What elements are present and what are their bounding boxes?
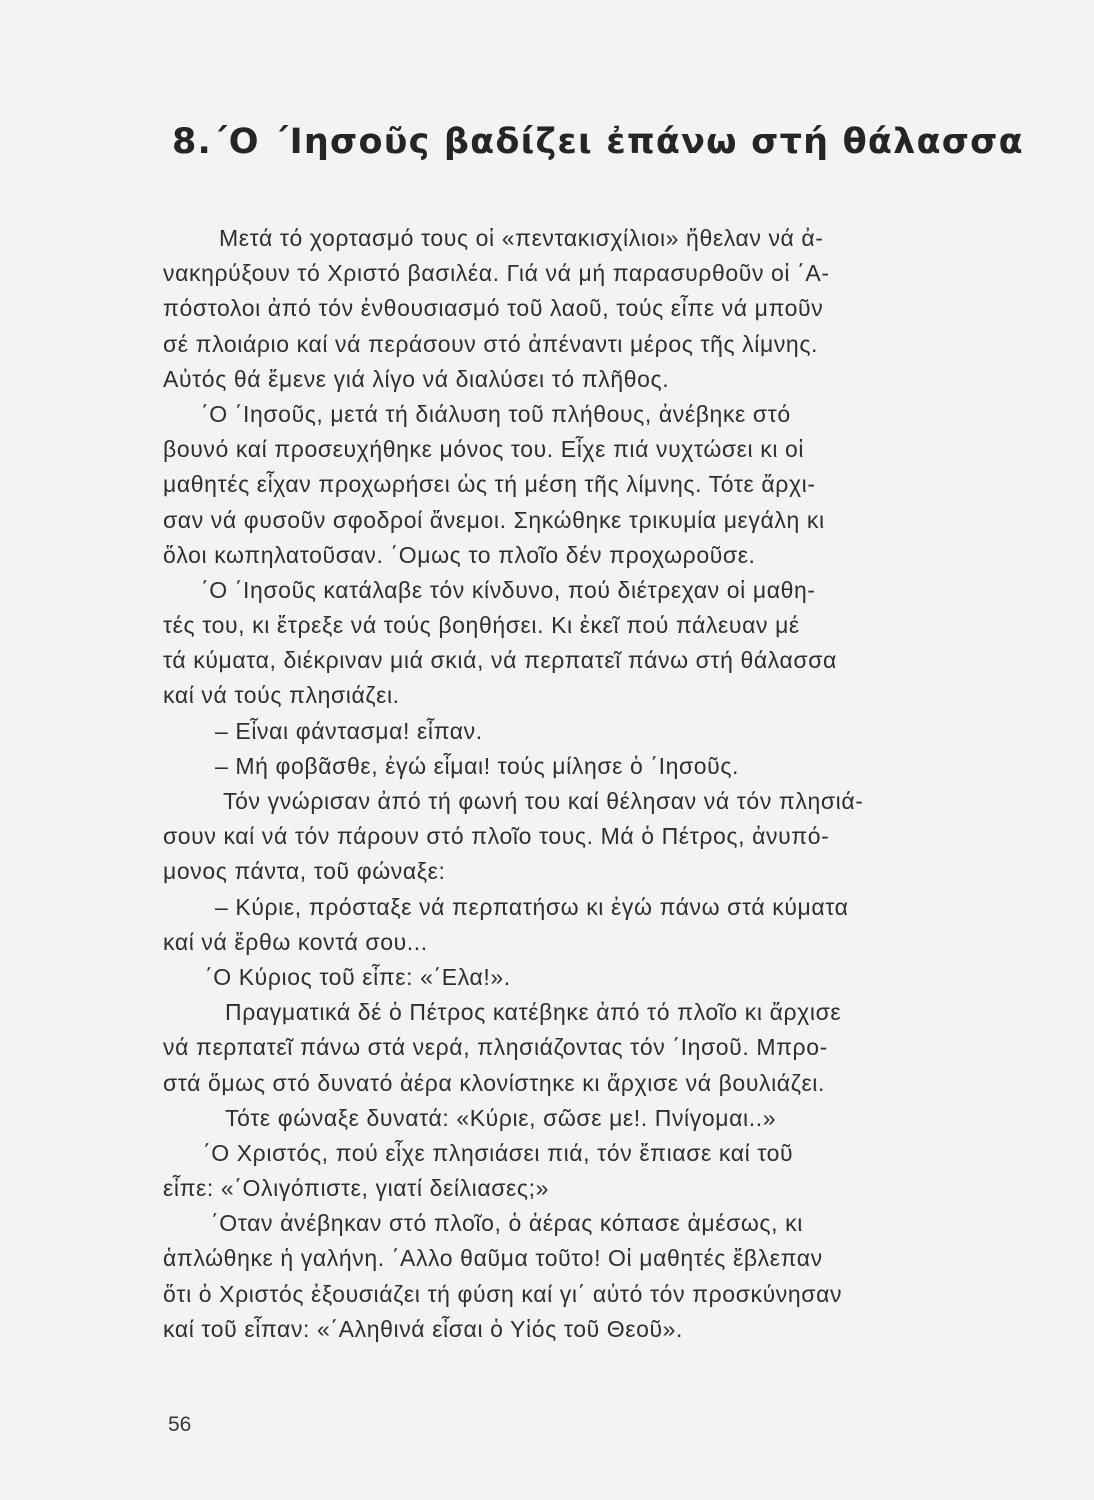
text-line: εἶπε: «΄Ολιγόπιστε, γιατί δείλιασες;»	[163, 1175, 549, 1202]
text-line: καί νά ἔρθω κοντά σου...	[163, 928, 428, 955]
text-line: ΄Ο Κύριος τοῦ εἶπε: «΄Ελα!».	[205, 963, 511, 990]
text-line: Μετά τό χορτασμό τους οἱ «πεντακισχίλιοι» ἤθελαν νά ἀ-	[219, 225, 824, 251]
text-line: τά κύματα, διέκριναν μιά σκιά, νά περπατεῖ πάνω στή θάλασσα	[163, 647, 837, 674]
text-line: καί τοῦ εἶπαν: «΄Αληθινά εἶσαι ὁ Υἱός τοῦ Θεοῦ».	[163, 1315, 684, 1342]
page-number: 56	[168, 1413, 192, 1436]
chapter-title: 8.΄Ο ΄Ιησοῦς βαδίζει ἐπάνω στή θάλασσα	[172, 122, 1024, 162]
text-line: Πραγματικά δέ ὁ Πέτρος κατέβηκε ἀπό τό πλοῖο κι ἄρχισε	[225, 999, 842, 1026]
text-line: καί νά τούς πλησιάζει.	[163, 682, 400, 709]
text-line: στά ὅμως στό δυνατό ἀέρα κλονίστηκε κι ἄρχισε νά βουλιάζει.	[163, 1069, 826, 1096]
text-line: ΄Ο ΄Ιησοῦς, μετά τή διάλυση τοῦ πλήθους, ἀνέβηκε στό	[201, 400, 791, 427]
text-line: ΄Οταν ἀνέβηκαν στό πλοῖο, ὁ ἀέρας κόπασε ἀμέσως, κι	[211, 1210, 803, 1237]
text-line: μονος πάντα, τοῦ φώναξε:	[163, 858, 446, 885]
text-line: – Εἶναι φάντασμα! εἶπαν.	[215, 717, 483, 744]
text-line: νά περπατεῖ πάνω στά νερά, πλησιάζοντας τόν ΄Ιησοῦ. Μπρο-	[163, 1034, 828, 1061]
text-line: ὅλοι κωπηλατοῦσαν. ΄Ομως το πλοῖο δέν προχωροῦσε.	[163, 541, 756, 568]
text-line: ΄Ο Χριστός, πού εἶχε πλησιάσει πιά, τόν ἔπιασε καί τοῦ	[203, 1139, 794, 1166]
text-line: βουνό καί προσευχήθηκε μόνος του. Εἶχε πιά νυχτώσει κι οἱ	[163, 436, 805, 463]
text-line: ΄Ο ΄Ιησοῦς κατάλαβε τόν κίνδυνο, πού διέτρεχαν οἱ μαθη-	[201, 576, 816, 603]
text-line: Τόν γνώρισαν ἀπό τή φωνή του καί θέλησαν νά τόν πλησιά-	[223, 788, 864, 814]
text-line: τές του, κι ἔτρεξε νά τούς βοηθήσει. Κι ἐκεῖ πού πάλευαν μέ	[163, 612, 800, 639]
body-text	[163, 221, 995, 1347]
text-line: – Μή φοβᾶσθε, ἐγώ εἶμαι! τούς μίλησε ὁ ΄Ιησοῦς.	[215, 752, 740, 779]
text-line: σουν καί νά τόν πάρουν στό πλοῖο τους. Μά ὁ Πέτρος, ἀνυπό-	[163, 823, 830, 850]
text-line: ἁπλώθηκε ἡ γαλήνη. ΄Αλλο θαῦμα τοῦτο! Οἱ μαθητές ἔβλεπαν	[163, 1245, 823, 1272]
text-line: σαν νά φυσοῦν σφοδροί ἄνεμοι. Σηκώθηκε τρικυμία μεγάλη κι	[163, 506, 825, 533]
text-line: ὅτι ὁ Χριστός ἐξουσιάζει τή φύση καί γι΄ αὐτό τόν προσκύνησαν	[163, 1280, 843, 1307]
text-line: Τότε φώναξε δυνατά: «Κύριε, σῶσε με!. Πνίγομαι..»	[225, 1104, 777, 1131]
text-line: σέ πλοιάριο καί νά περάσουν στό ἀπέναντι μέρος τῆς λίμνης.	[163, 330, 818, 357]
text-line: νακηρύξουν τό Χριστό βασιλέα. Γιά νά μή παρασυρθοῦν οἱ ΄Α-	[163, 260, 830, 287]
text-line: Αὐτός θά ἔμενε γιά λίγο νά διαλύσει τό πλῆθος.	[163, 365, 670, 392]
text-line: πόστολοι ἀπό τόν ἐνθουσιασμό τοῦ λαοῦ, τούς εἶπε νά μποῦν	[163, 295, 824, 322]
text-line: μαθητές εἶχαν προχωρήσει ὡς τή μέση τῆς λίμνης. Τότε ἄρχι-	[163, 471, 816, 498]
text-line: – Κύριε, πρόσταξε νά περπατήσω κι ἐγώ πάνω στά κύματα	[215, 893, 849, 920]
